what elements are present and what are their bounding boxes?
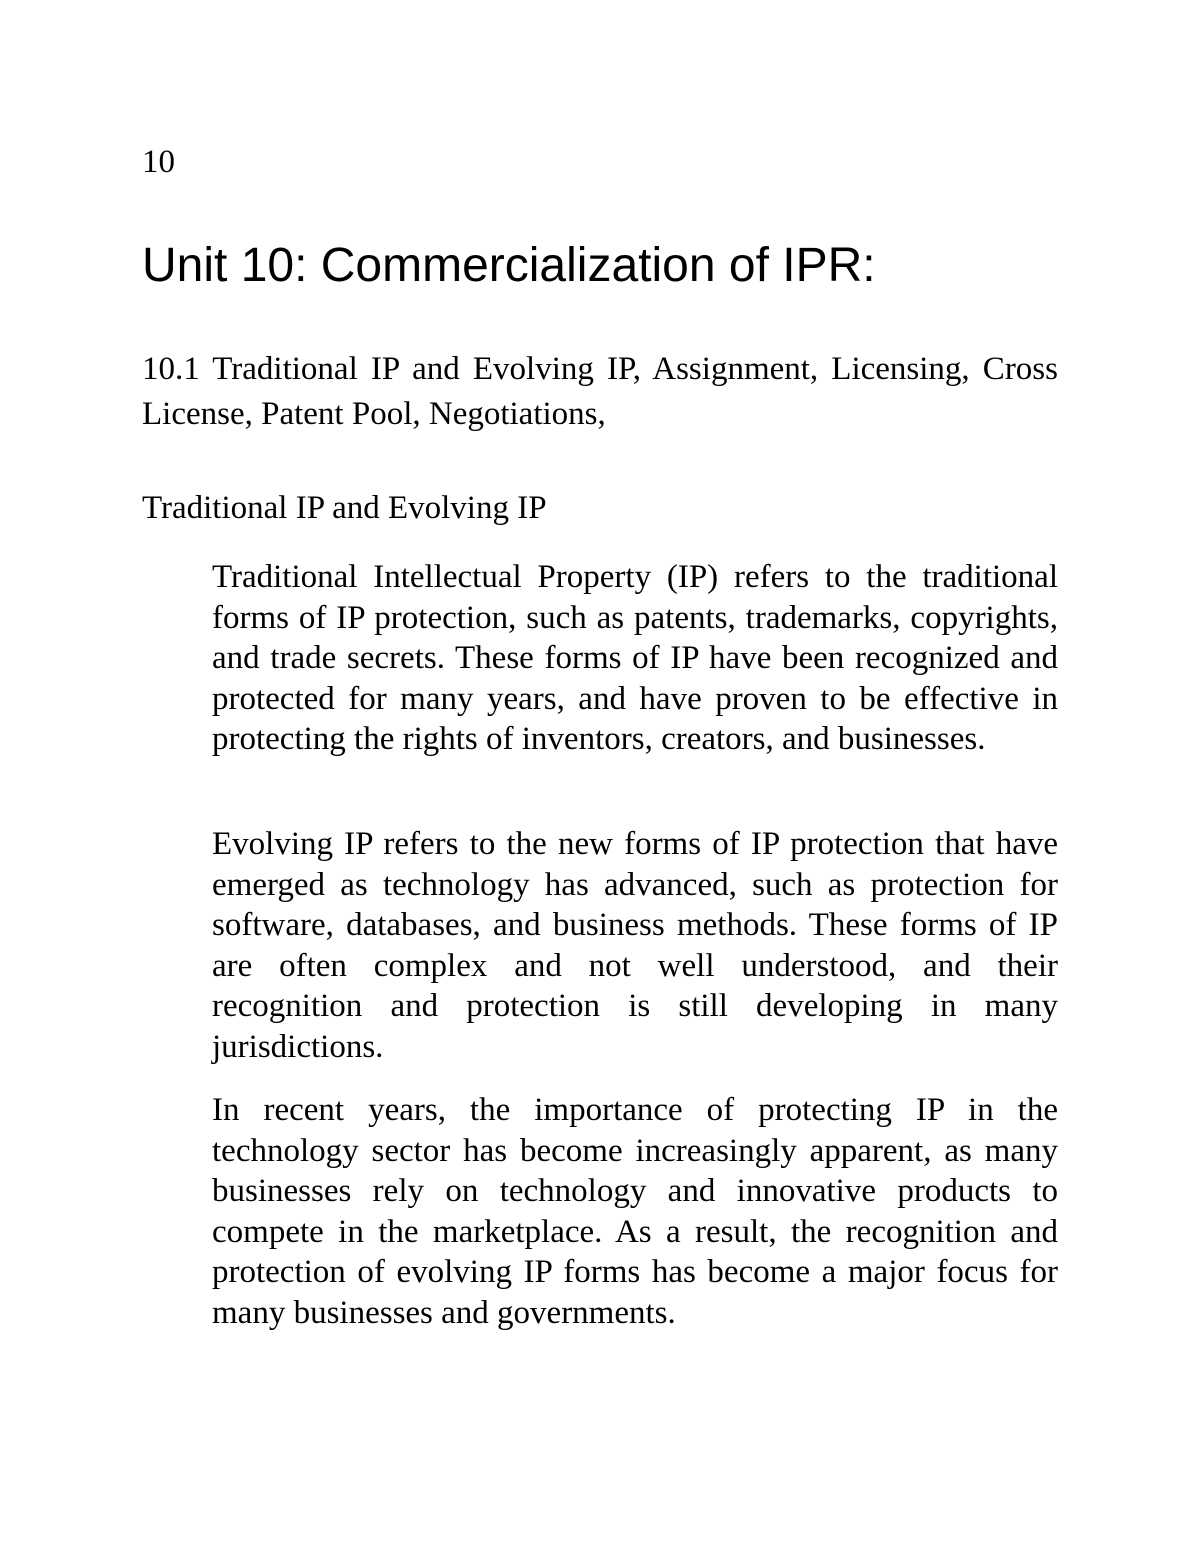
subsection-heading: Traditional IP and Evolving IP: [142, 490, 547, 526]
body-paragraph-traditional-ip: Traditional Intellectual Property (IP) refers to the traditional forms of IP protection, such as patents, trademarks, copyrights, and trade secrets. These forms of IP have been recognized and protected for many years, and have proven to be effective in protecting the rights of inventors, creators, and businesses.: [212, 559, 1058, 758]
section-heading: 10.1 Traditional IP and Evolving IP, Assignment, Licensing, Cross License, Patent Pool, Negotiations,: [142, 351, 1058, 432]
unit-title: Unit 10: Commercialization of IPR:: [142, 239, 876, 292]
body-paragraph-evolving-ip: Evolving IP refers to the new forms of IP protection that have emerged as technology has advanced, such as protection for software, databases, and business methods. These forms of IP are often complex and not well understood, and their recognition and protection is still developing in many jurisdictions.: [212, 826, 1058, 1065]
body-paragraph-recent-years: In recent years, the importance of protecting IP in the technology sector has become increasingly apparent, as many businesses rely on technology and innovative products to compete in the marketplace. As a result, the recognition and protection of evolving IP forms has become a major focus for many businesses and governments.: [212, 1092, 1058, 1331]
page-number: 10: [142, 144, 175, 180]
